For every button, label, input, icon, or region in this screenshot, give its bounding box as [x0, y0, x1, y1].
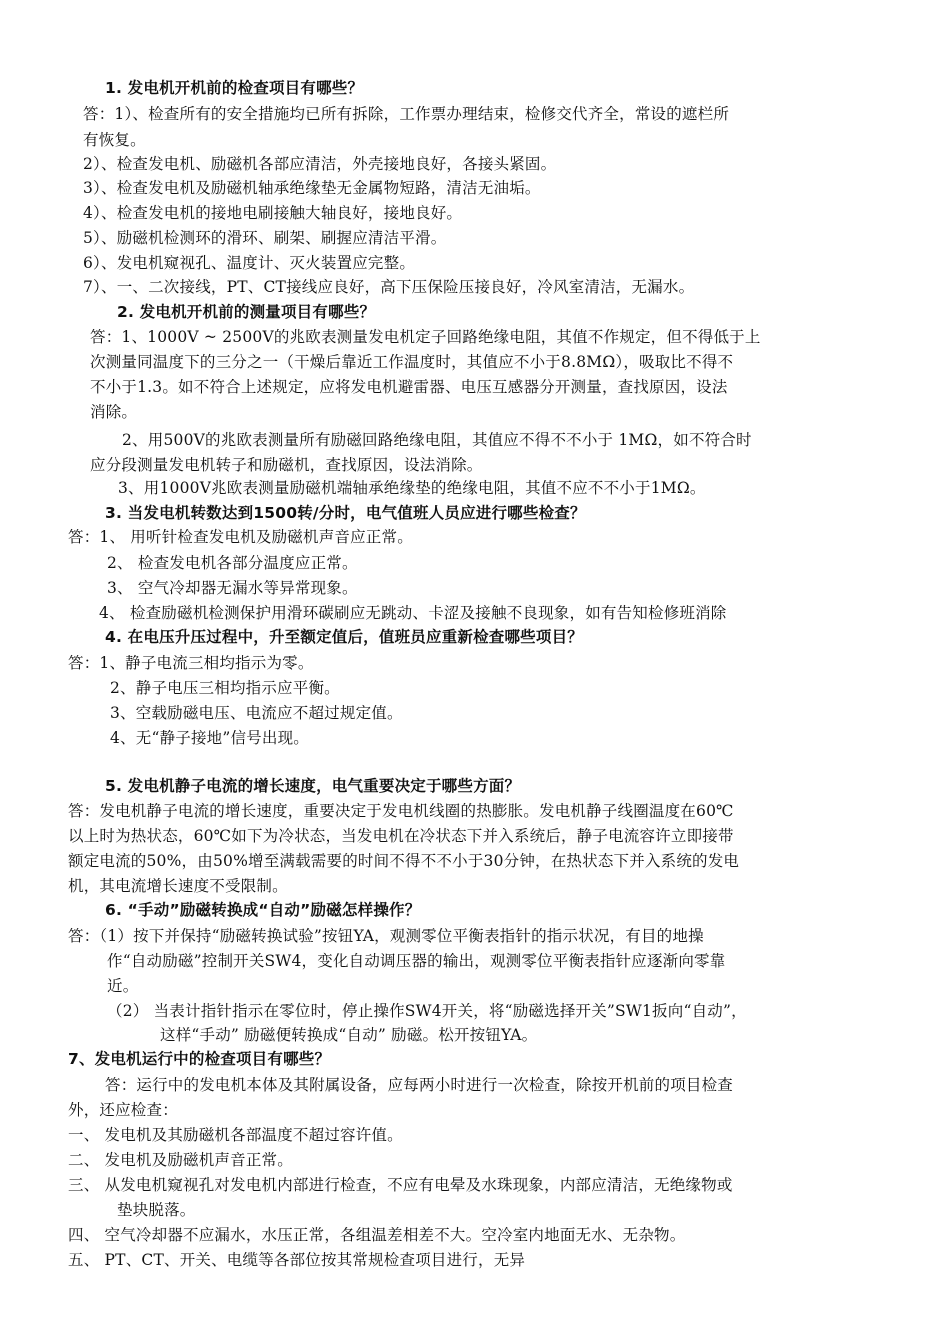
answer-3-line-2: 2、 检查发电机各部分温度应正常。 [107, 554, 358, 572]
answer-1-line-4: 3）、检查发电机及励磁机轴承绝缘垫无金属物短路，清洁无油垢。 [83, 179, 541, 197]
answer-2-line-7: 3、用1000V兆欧表测量励磁机端轴承绝缘垫的绝缘电阻，其值不应不不小于1MΩ。 [118, 479, 706, 497]
answer-4-line-4: 4、无“静子接地”信号出现。 [110, 729, 310, 747]
question-1-title: 1. 发电机开机前的检查项目有哪些？ [105, 79, 364, 97]
question-5-title: 5. 发电机静子电流的增长速度，电气重要决定于哪些方面？ [105, 777, 521, 795]
answer-3-line-3: 3、 空气冷却器无漏水等异常现象。 [107, 579, 358, 597]
answer-5-line-3: 额定电流的50%，由50%增至满载需要的时间不得不不小于30分钟，在热状态下并入系统的发电 [68, 852, 740, 870]
answer-1-line-3: 2）、检查发电机、励磁机各部应清洁，外壳接地良好，各接头紧固。 [83, 155, 557, 173]
answer-1-line-2: 有恢复。 [83, 131, 146, 149]
answer-1-line-5: 4）、检查发电机的接地电刷接触大轴良好，接地良好。 [83, 204, 463, 222]
question-2-title: 2. 发电机开机前的测量项目有哪些？ [117, 303, 376, 321]
answer-7-line-3: 一、 发电机及其励磁机各部温度不超过容许值。 [68, 1126, 403, 1144]
answer-2-line-6: 应分段测量发电机转子和励磁机，查找原因，设法消除。 [90, 456, 483, 474]
answer-2-line-3: 不小于1.3。如不符合上述规定，应将发电机避雷器、电压互感器分开测量，查找原因，设法 [90, 378, 728, 396]
answer-5-line-2: 以上时为热状态，60℃如下为冷状态，当发电机在冷状态下并入系统后，静子电流容许立即接带 [68, 827, 734, 845]
answer-1-line-8: 7）、一、二次接线，PT、CT接线应良好，高下压保险压接良好，冷风室清洁，无漏水。 [83, 278, 695, 296]
answer-7-line-4: 二、 发电机及励磁机声音正常。 [68, 1151, 293, 1169]
answer-2-line-2: 次测量同温度下的三分之一（干燥后靠近工作温度时，其值应不小于8.8MΩ），吸取比不得不 [90, 353, 734, 371]
answer-1-line-6: 5）、励磁机检测环的滑环、刷架、刷握应清洁平滑。 [83, 229, 447, 247]
answer-3-line-4: 4、 检查励磁机检测保护用滑环碳刷应无跳动、卡涩及接触不良现象，如有告知检修班消除 [99, 604, 727, 622]
answer-6-line-2: 作“自动励磁”控制开关SW4，变化自动调压器的输出，观测零位平衡表指针应逐渐向零靠 [107, 952, 726, 970]
answer-1-line-1: 答：1）、检查所有的安全措施均已所有拆除，工作票办理结束，检修交代齐全，常设的遮栏所 [83, 105, 730, 123]
answer-7-line-7: 四、 空气冷却器不应漏水，水压正常，各组温差相差不大。空冷室内地面无水、无杂物。 [68, 1226, 686, 1244]
answer-6-line-1: 答：（1）按下并保持“励磁转换试验”按钮YA，观测零位平衡表指针的指示状况，有目的地操 [68, 927, 704, 945]
answer-6-line-4: （2） 当表计指针指示在零位时，停止操作SW4开关，将“励磁选择开关”SW1扳向“自动”， [107, 1002, 747, 1020]
answer-7-line-8: 五、 PT、CT、开关、电缆等各部位按其常规检查项目进行，无异 [68, 1251, 526, 1269]
answer-2-line-5: 2、用500V的兆欧表测量所有励磁回路绝缘电阻，其值应不得不不小于 1MΩ，如不符合时 [122, 431, 752, 449]
question-6-title: 6. “手动”励磁转换成“自动”励磁怎样操作？ [105, 901, 421, 919]
answer-7-line-6: 垫块脱落。 [117, 1201, 196, 1219]
question-4-title: 4. 在电压升压过程中，升至额定值后，值班员应重新检查哪些项目？ [105, 628, 583, 646]
answer-5-line-4: 机，其电流增长速度不受限制。 [68, 877, 288, 895]
question-7-title: 7、发电机运行中的检查项目有哪些？ [68, 1050, 331, 1068]
answer-4-line-3: 3、空载励磁电压、电流应不超过规定值。 [110, 704, 403, 722]
answer-3-line-1: 答：1、 用听针检查发电机及励磁机声音应正常。 [68, 528, 413, 546]
answer-6-line-3: 近。 [107, 977, 139, 995]
answer-4-line-1: 答：1、静子电流三相均指示为零。 [68, 654, 314, 672]
answer-6-line-5: 这样“手动” 励磁便转换成“自动” 励磁。松开按钮YA。 [160, 1026, 538, 1044]
answer-1-line-7: 6）、发电机窥视孔、温度计、灭火装置应完整。 [83, 254, 416, 272]
answer-4-line-2: 2、静子电压三相均指示应平衡。 [110, 679, 340, 697]
question-3-title: 3. 当发电机转数达到1500转/分时，电气值班人员应进行哪些检查？ [105, 504, 586, 522]
answer-2-line-4: 消除。 [90, 403, 138, 421]
answer-7-line-1: 答：运行中的发电机本体及其附属设备，应每两小时进行一次检查，除按开机前的项目检查 [105, 1076, 734, 1094]
answer-7-line-5: 三、 从发电机窥视孔对发电机内部进行检查，不应有电晕及水珠现象，内部应清洁，无绝缘物或 [68, 1176, 733, 1194]
answer-2-line-1: 答：1、1000V ~ 2500V的兆欧表测量发电机定子回路绝缘电阻，其值不作规定，但不得低于上 [90, 328, 761, 346]
answer-5-line-1: 答：发电机静子电流的增长速度，重要决定于发电机线圈的热膨胀。发电机静子线圈温度在60℃ [68, 802, 734, 820]
answer-7-line-2: 外，还应检查： [68, 1101, 178, 1119]
